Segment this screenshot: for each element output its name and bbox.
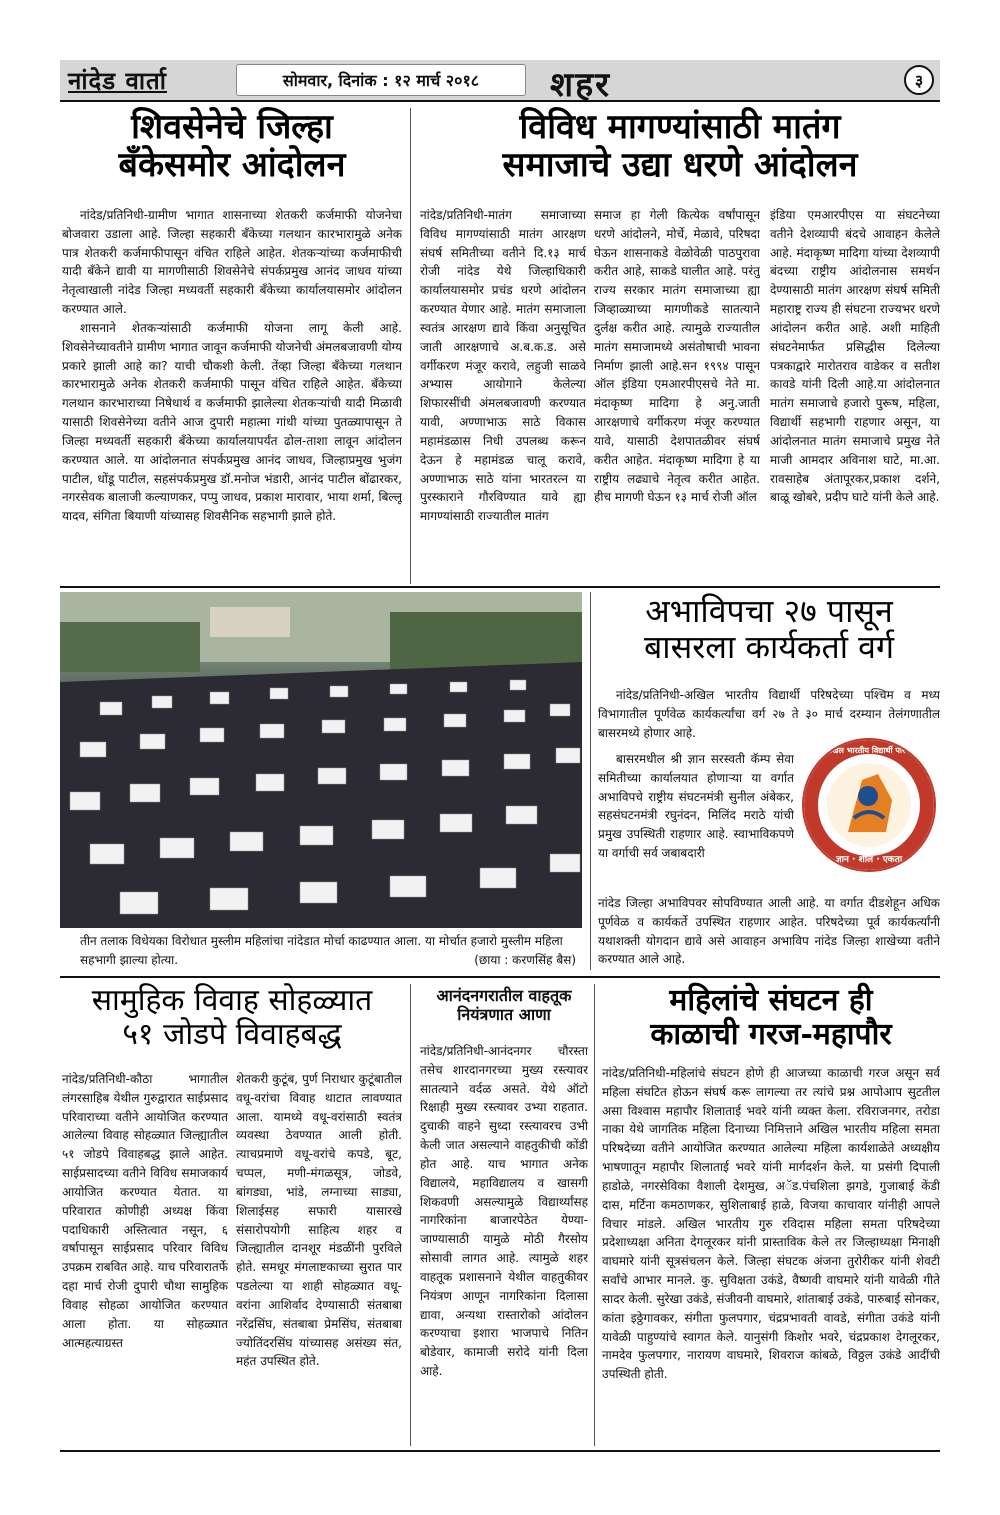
section-title: शहर <box>550 65 612 105</box>
issue-date: सोमवार, दिनांक : १२ मार्च २०१८ <box>236 64 526 96</box>
story4-col1: नांदेड/प्रतिनिधी-कौठा भागातील लंगरसाहिब येथील गुरुद्वारात साईप्रसाद परिवाराच्या वतीने आयोजित करण्यात आलेल्या विवाह सोहळ्यात जिल्ह्यातील ५१ जोडपे विवाहबद्ध झाले आहेत. साईप्रसादच्या वतीने विविध समाजकार्य आयोजित करण्यात येतात. या परिवारात कोणीही अध्यक्ष किंवा पदाधिकारी अस्तित्वात नसून, ६ वर्षापासून साईप्रसाद परिवार विविध उपक्रम राबवित आहे. याच परिवारातर्फे दहा मार्च रोजी दुपारी चौथा सामुहिक विवाह सोहळा आयोजित करण्यात आला होता. या सोहळ्यात आत्महत्याग्रस्त <box>62 1072 228 1350</box>
story3-body-left <box>598 750 794 890</box>
story6-headline-line2: काळाची गरज-महापौर <box>650 1016 892 1052</box>
section-divider <box>60 586 940 588</box>
story3-headline-line2: बासरला कार्यकर्ता वर्ग <box>644 627 894 666</box>
story6-headline-line1: महिलांचे संघटन ही <box>669 983 873 1018</box>
story4-headline-line1: सामुहिक विवाह सोहळ्यात <box>91 983 373 1018</box>
logo-text-bottom: ज्ञान · शील · एकता <box>835 855 903 865</box>
story2-col2: समाज हा गेली कित्येक वर्षांपासून धरणे आंदोलने, मोर्चे, मेळावे, परिषदा घेऊन शासनाकडे वेळोवेळी पाठपुरावा करीत आहे, साकडे घालीत आहे. परंतु राज्य सरकार मातंग समाजाच्या ह्या जिव्हाळ्याच्या मागणीकडे सातत्याने दुर्लक्ष करीत आहे. त्यामुळे राज्यातील मातंग समाजामध्ये असंतोषाची भावना निर्माण झाली आहे.सन १९९४ पासून ऑल इंडिया एमआरपीएसचे नेते मा. मंदाकृष्ण मादिगा हे अनु.जाती आरक्षणाचे वर्गीकरण मंजूर करण्यात यावे, यासाठी देशपातळीवर संघर्ष करीत आहेत. मंदाकृष्ण मादिगा हे या राष्ट्रीय लढ्याचे नेतृत्व करीत आहेत. हीच मागणी घेऊन १३ मार्च रोजी ऑल <box>594 208 760 505</box>
story3-intro <box>598 686 940 746</box>
story5-body: नांदेड/प्रतिनिधी-आनंदनगर चौरस्ता तसेच शारदानगरच्या मुख्य रस्त्यावर सातत्याने वर्दळ असते. येथे ऑटो रिक्षाही मुख्य रस्त्यावर उभ्या राहतात. दुचाकी वाहने सुध्दा रस्त्यावरच उभी केली जात असल्याने वाहतुकीची कोंडी होत आहे. याच भागात अनेक विद्यालये, महाविद्यालय व खासगी शिकवणी असल्यामुळे विद्यार्थ्यांसह नागरिकांना बाजारपेठेत येण्या-जाण्यासाठी यामुळे मोठी गैरसोय सोसावी लागत आहे. त्यामुळे शहर वाहतूक प्रशासनाने येथील वाहतुकीवर नियंत्रण आणून नागरिकांना दिलासा द्यावा, अन्यथा रास्तारोको आंदोलन करण्याचा इशारा भाजपाचे नितिन बोडेवार, कामाजी सरोदे यांनी दिला आहे. <box>420 1044 588 1379</box>
rally-photo <box>60 592 582 928</box>
story2-headline <box>420 108 940 184</box>
story2-col3: इंडिया एमआरपीएस या संघटनेच्या वतीने देशव्यापी बंदचे आवाहन केलेले आहे. मंदाकृष्ण मादिगा यांच्या देशव्यापी बंदच्या राष्ट्रीय आंदोलनास समर्थन देण्यासाठी मातंग आरक्षण संघर्ष समिती महाराष्ट्र राज्य ही संघटना राज्यभर धरणे आंदोलन करीत आहे. अशी माहिती संघटनेमार्फत प्रसिद्धीस दिलेल्या पत्रकाद्वारे मारोतराव वाडेकर व सतीश कावडे यांनी दिली आहे.या आंदोलनात मातंग समाजाचे हजारो पुरूष, महिला, विद्यार्थी सहभागी राहणार असून, या आंदोलनात मातंग समाजाचे प्रमुख नेते माजी आमदार अविनाश घाटे, मा.आ. रावसाहेब अंतापूरकर,प्रकाश दर्शने, बाळू खोबरे, प्रदीप घाटे यांनी केले आहे. <box>770 208 940 505</box>
section-divider-2 <box>60 976 940 978</box>
story4-headline-line2: ५१ जोडपे विवाहबद्ध <box>122 1016 342 1052</box>
photo-divider <box>590 592 591 970</box>
abvp-logo <box>802 738 936 872</box>
story2-col1: नांदेड/प्रतिनिधी-मातंग समाजाच्या विविध मागण्यांसाठी मातंग आरक्षण संघर्ष समितीच्या वतीने दि.१३ मार्च रोजी नांदेड येथे जिल्हाधिकारी कार्यालयासमोर प्रचंड धरणे आंदोलन करण्यात येणार आहे. मातंग समाजाला स्वतंत्र आरक्षण द्यावे किंवा अनुसूचित जाती आरक्षणाचे अ.ब.क.ड. असे वर्गीकरण मंजूर करावे, लहुजी साळवे अभ्यास आयोगाने केलेल्या शिफारसींची अंमलबजावणी करण्यात यावी, अण्णाभाऊ साठे विकास महामंडळास निधी उपलब्ध करून देऊन हे महामंडळ चालू करावे, अण्णाभाऊ साठे यांना भारतरत्न या पुरस्काराने गौरविण्यात यावे ह्या मागण्यांसाठी राज्यातील मातंग <box>420 208 586 524</box>
photo-credit: (छाया : करणसिंह बैस) <box>474 953 576 968</box>
photo-caption <box>80 932 576 970</box>
bottom-rule <box>60 1450 940 1452</box>
story1-headline <box>62 108 402 184</box>
column-divider-3 <box>410 984 411 1446</box>
story3-para2a: बासरमधील श्री ज्ञान सरस्वती कॅम्प सेवा समितीच्या कार्यालयात होणाऱ्या या वर्गात अभाविपचे राष्ट्रीय संघटनमंत्री सुनील अंबेकर, सहसंघटनमंत्री रघुनंदन, मिलिंद मराठे यांची प्रमुख उपस्थिती राहणार आहे. स्वाभाविकपणे या वर्गाची सर्व जबाबदारी <box>598 752 794 861</box>
story1-para1: नांदेड/प्रतिनिधी-ग्रामीण भागात शासनाच्या शेतकरी कर्जमाफी योजनेचा बोजवारा उडाला आहे. जिल्हा सहकारी बँकेच्या गलथान कारभारामुळे अनेक पात्र शेतकरी कर्जमाफीपासून वंचित राहिले आहेत. शेतकऱ्यांच्या कर्जमाफीची यादी बँकेने द्यावी या मागणीसाठी शिवसेनेचे संपर्कप्रमुख आनंद जाधव यांच्या नेतृत्वाखाली नांदेड जिल्हा मध्यवर्ती सहकारी बँकेच्या कार्यालयासमोर आंदोलन करण्यात आले. <box>62 208 402 317</box>
logo-text-top: अखिल भारतीय विद्यार्थी परिषद <box>823 746 915 755</box>
story2-headline-line2: समाजाचे उद्या धरणे आंदोलन <box>502 145 858 186</box>
story1-body <box>62 206 402 584</box>
photo-caption-text: तीन तलाक विधेयका विरोधात मुस्लीम महिलांचा नांदेडात मोर्चा काढण्यात आला. या मोर्चात हजारो मुस्लीम महिला सहभागी झाल्या होत्या. <box>80 934 563 968</box>
masthead <box>60 60 940 105</box>
story5-headline <box>420 986 588 1024</box>
story5-headline-line1: आनंदनगरातील वाहतूक <box>436 986 572 1005</box>
column-divider-4 <box>594 984 595 1446</box>
story1-headline-line1: शिवसेनेचे जिल्हा <box>131 107 333 147</box>
story4-col2: शेतकरी कुटूंब, पुर्ण निराधार कुटूंबातील वधू-वरांचा विवाह थाटात लावण्यात आला. यामध्ये वधू-वरांसाठी स्वतंत्र व्यवस्था ठेवण्यात आली होती. त्याचप्रमाणे वधू-वरांचे कपडे, बूट, चप्पल, मणी-मंगळसूत्र, जोडवे, बांगड्या, भांडे, लग्नाच्या साड्या, शिलाईसह सफारी यासारखे संसारोपयोगी साहित्य शहर व जिल्ह्यातील दानशूर मंडळींनी पुरविले होते. समधूर मंगलाष्टकाच्या सुरात पार पडलेल्या या शाही सोहळ्यात वधू-वरांना आशिर्वाद देण्यासाठी संतबाबा नरेंद्रसिंघ, संतबाबा प्रेमसिंघ, संतबाबा ज्योतिंदरसिंघ यांच्यासह असंख्य संत, महंत उपस्थित होते. <box>236 1072 402 1369</box>
story5-headline-line2: नियंत्रणात आणा <box>457 1005 551 1025</box>
story6-body: नांदेड/प्रतिनिधी-महिलांचे संघटन होणे ही आजच्या काळाची गरज असून सर्व महिला संघटित होऊन संघर्ष करू लागल्या तर त्यांचे प्रश्न आपोआप सुटतील असा विश्वास महापौर शिलाताई भवरे यांनी व्यक्त केला. रविराजनगर, तरोडा नाका येथे जागतिक महिला दिनाच्या निमित्ताने अखिल भारतीय महिला समता परिषदेच्या वतीने आयोजित करण्यात आलेल्या महिला कार्यशाळेते अध्यक्षीय भाषणातून महापौर शिलाताई भवरे यांनी मार्गदर्शन केले. या प्रसंगी दिपाली हाडोळे, नगरसेविका वैशाली देशमुख, अॅड.पंचशिला झगडे, गुजाबाई केंडी दास, मर्टिना कमठाणकर, सुशिलाबाई हाळे, विजया काचावार यांनीही आपले विचार मांडले. अखिल भारतीय गुरु रविदास महिला समता परिषदेच्या प्रदेशाध्यक्षा अनिता देगलूरकर यांनी प्रास्ताविक केले तर जिल्हाध्यक्षा मिनाक्षी वाघमारे यांनी सूत्रसंचलन केले. जिल्हा संघटक अंजना तुरोरीकर यांनी शेवटी सर्वांचे आभार मानले. कु. सुविक्षता उकंडे, वैष्णवी वाघमारे यांनी यावेळी गीते सादर केली. सुरेखा उकंडे, संजीवनी वाघमारे, शांताबाई उकंडे, पारुबाई सोनकर, कांता इठ्ठेगावकर, संगीता फुलपगार, चंद्रप्रभावती वावडे, संगीता उकंडे यांनी यावेळी पाहुण्यांचे स्वागत केले. यानुसंगी किशोर भवरे, चंद्रप्रकाश देगलूरकर, नामदेव फुलपगार, नारायण वाघमारे, शिवराज कांबळे, विठ्ठल उकंडे आदींची उपस्थिती होती. <box>602 1066 940 1382</box>
abvp-emblem <box>804 740 934 870</box>
story1-para2: शासनाने शेतकऱ्यांसाठी कर्जमाफी योजना लागू केली आहे. शिवसेनेच्यावतीने ग्रामीण भागात जावून कर्जमाफी योजनेची अंमलबजावणी योग्य प्रकारे झाली आहे का? याची चौकशी केली. तेंव्हा जिल्हा बँकेच्या गलथान कारभारामुळे अनेक शेतकरी कर्जमाफी पासून वंचित राहिले आहेत. बँकेच्या गलथान कारभाराच्या निषेधार्थ व कर्जमाफी झालेल्या शेतकऱ्यांची यादी मिळावी यासाठी शिवसेनेच्या वतीने आज दुपारी महात्मा गांधी यांच्या पुतळ्यापासून ते जिल्हा मध्यवर्ती सहकारी बँकेच्या कार्यालयापर्यंत ढोल-ताशा लावून आंदोलन करण्यात आले. या आंदोलनात संपर्कप्रमुख आनंद जाधव, जिल्हाप्रमुख भुजंग पाटील, धोंडू पाटील, सहसंपर्कप्रमुख डॉ.मनोज भंडारी, आनंद पाटील बोंढारकर, नगरसेवक बालाजी कल्याणकर, पप्पु जाधव, प्रकाश मारावार, भाया शर्मा, बिल्लू यादव, संगिता बियाणी यांच्यासह शिवसैनिक सहभागी झाले होते. <box>62 320 402 524</box>
story2-headline-line1: विविध मागण्यांसाठी मातंग <box>519 107 841 147</box>
story6-headline <box>602 984 940 1051</box>
story3-headline-line1: अभाविपचा २७ पासून <box>645 592 893 630</box>
newspaper-name: नांदेड वार्ता <box>68 67 167 95</box>
story3-body-full: नांदेड जिल्हा अभाविपवर सोपविण्यात आली आहे. या वर्गात दीडशेहून अधिक पूर्णवेळ व कार्यकर्ते उपस्थित राहणार आहेत. परिषदेच्या पूर्व कार्यकर्त्यांनी यथाशक्ती योगदान द्यावे असे आवाहन अभाविप नांदेड जिल्हा शाखेच्या वतीने करण्यात आले आहे. <box>598 896 940 967</box>
page-number: ३ <box>904 65 934 95</box>
column-divider <box>410 108 411 584</box>
story3-para1: नांदेड/प्रतिनिधी-अखिल भारतीय विद्यार्थी परिषदेच्या पश्चिम व मध्य विभागातील पूर्णवेळ कार्यकर्त्यांचा वर्ग २७ ते ३० मार्च दरम्यान तेलंगणातील बासरमध्ये होणार आहे. <box>598 688 940 740</box>
crowd-illustration <box>60 592 582 928</box>
story3-headline <box>598 594 940 666</box>
story4-headline <box>62 984 402 1051</box>
story1-headline-line2: बँकेसमोर आंदोलन <box>118 145 346 186</box>
